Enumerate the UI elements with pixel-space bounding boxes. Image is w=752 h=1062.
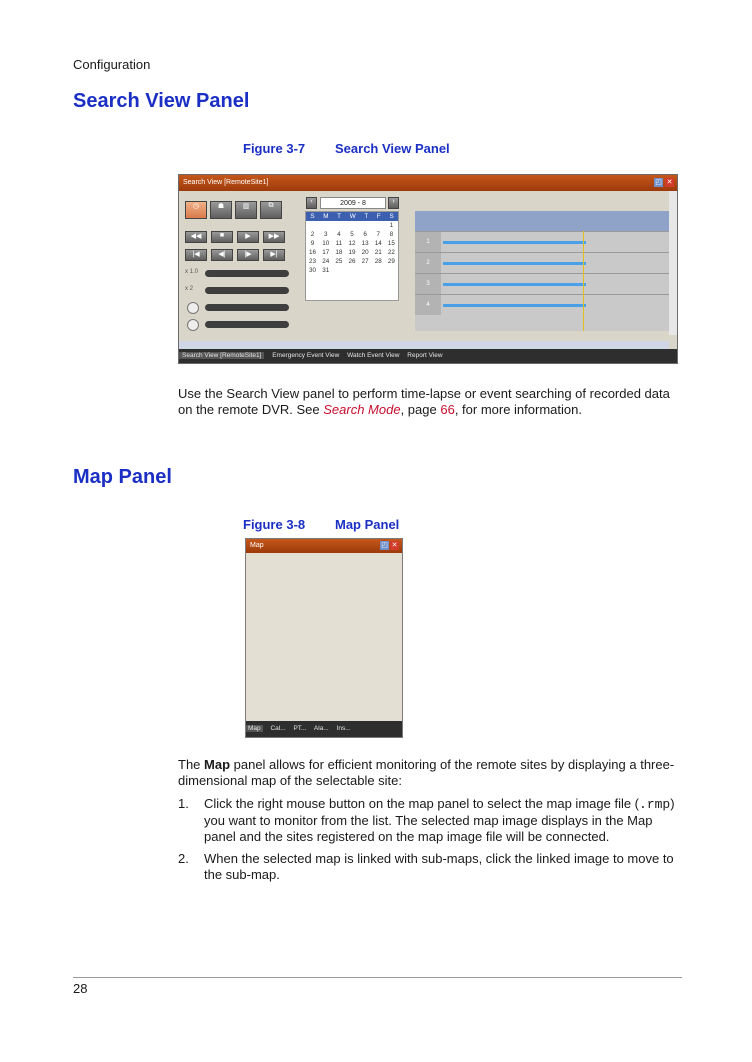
option-radio-2[interactable]: [187, 319, 199, 331]
float-icon[interactable]: ◰: [655, 179, 662, 186]
step-text: Click the right mouse button on the map panel to select the map image file (: [204, 796, 640, 811]
calendar-day[interactable]: 20: [361, 249, 369, 256]
calendar-day[interactable]: 26: [348, 258, 356, 265]
map-tabs: [246, 721, 402, 737]
channel-number: 2: [415, 253, 441, 273]
calendar-day[interactable]: 11: [335, 240, 343, 247]
calendar-day: [333, 221, 344, 230]
next-month-button[interactable]: ›: [388, 197, 399, 209]
para-text: panel allows for efficient monitoring of the remote sites by displaying a three-dimensional map of the selectable site:: [178, 757, 675, 788]
calendar-day: [346, 266, 357, 275]
calendar-day: [386, 266, 397, 275]
tab-ptz[interactable]: PT...: [293, 725, 307, 732]
recording-bar: [443, 241, 586, 244]
calendar-day[interactable]: 21: [374, 249, 382, 256]
calendar-day[interactable]: 14: [374, 240, 382, 247]
para-text: , page: [400, 402, 441, 417]
calendar-days[interactable]: [306, 221, 398, 275]
timeline-ruler: [415, 211, 669, 231]
calendar-day[interactable]: 24: [322, 258, 330, 265]
para-text: The: [178, 757, 205, 772]
step-text: ) you want to monitor from the list. The selected map image displays in the Map panel and the sites registered on the map image file will be connected.: [204, 796, 675, 844]
calendar-day[interactable]: 9: [310, 240, 315, 247]
speed-slider[interactable]: [205, 270, 289, 277]
page-number: 28: [73, 981, 88, 996]
calendar-day: [373, 221, 384, 230]
timeline-row[interactable]: [415, 294, 669, 315]
timeline-row[interactable]: [415, 273, 669, 294]
footer-rule: [73, 977, 682, 978]
map-window: [245, 538, 403, 738]
calendar-day[interactable]: 12: [348, 240, 356, 247]
option-radio-1[interactable]: [187, 302, 199, 314]
panel-tabs: [179, 349, 677, 363]
calendar-day[interactable]: 15: [387, 240, 395, 247]
calendar-day[interactable]: 10: [322, 240, 330, 247]
calendar-week: [306, 257, 398, 266]
weekday: S: [310, 213, 315, 220]
map-canvas[interactable]: [246, 553, 402, 721]
weekday: F: [376, 213, 381, 220]
calendar-day: [360, 221, 371, 230]
speed-label-1: x 1.0: [185, 269, 199, 275]
channel-number: 1: [415, 232, 441, 252]
step-text: When the selected map is linked with sub-maps, click the linked image to move to the sub-map.: [204, 851, 674, 882]
tab-alarm[interactable]: Ala...: [313, 725, 329, 732]
calendar-day[interactable]: 31: [322, 267, 330, 274]
calendar-day: [333, 266, 344, 275]
tab-emergency-event-view[interactable]: Emergency Event View: [272, 352, 340, 359]
tab-search-view[interactable]: Search View [RemoteSite1]: [179, 352, 264, 359]
calendar-day[interactable]: 19: [348, 249, 356, 256]
file-extension: .rmp: [639, 797, 671, 812]
step-number: 2.: [178, 851, 189, 866]
weekday: M: [323, 213, 329, 220]
figure-label: Figure 3-7: [243, 141, 306, 156]
calendar-day: [360, 266, 371, 275]
search-mode-link[interactable]: Search Mode: [323, 402, 401, 417]
step-back-button[interactable]: ◀|: [211, 249, 233, 261]
close-icon[interactable]: ✕: [391, 542, 398, 549]
recording-bar: [443, 262, 586, 265]
tab-watch-event-view[interactable]: Watch Event View: [347, 352, 400, 359]
calendar-day[interactable]: 22: [387, 249, 395, 256]
calendar-day[interactable]: 27: [361, 258, 369, 265]
tab-calendar[interactable]: Cal...: [270, 725, 286, 732]
calendar-day[interactable]: 17: [322, 249, 330, 256]
page-link[interactable]: 66: [440, 402, 455, 417]
volume-slider[interactable]: [205, 321, 289, 328]
text-search-button[interactable]: ▥: [235, 201, 257, 219]
calendar-day: [373, 266, 384, 275]
calendar-day[interactable]: 18: [335, 249, 343, 256]
weekday: S: [389, 213, 394, 220]
tab-report-view[interactable]: Report View: [407, 352, 443, 359]
search-view-description: [178, 386, 683, 418]
horizontal-scrollbar[interactable]: [179, 341, 669, 349]
channel-number: 4: [415, 295, 441, 315]
section-heading-search-view: Search View Panel: [73, 90, 250, 112]
figure-title: Search View Panel: [335, 141, 450, 156]
calendar-day[interactable]: 13: [361, 240, 369, 247]
fast-forward-button[interactable]: ▶▶: [263, 231, 285, 243]
calendar-day[interactable]: 1: [389, 222, 394, 229]
time-cursor[interactable]: [583, 231, 584, 331]
calendar-week: [306, 230, 398, 239]
window-title: Map: [246, 539, 402, 553]
calendar-day[interactable]: 8: [389, 231, 394, 238]
speed-label-2: x 2: [185, 286, 194, 292]
list-item: [178, 796, 683, 845]
position-slider[interactable]: [205, 304, 289, 311]
steps-list: [178, 796, 683, 889]
calendar-day: [320, 221, 331, 230]
recording-bar: [443, 283, 586, 286]
calendar-day[interactable]: 7: [376, 231, 381, 238]
para-bold: Map: [204, 757, 231, 772]
float-icon[interactable]: ◰: [381, 542, 388, 549]
step-number: 1.: [178, 796, 189, 811]
list-item: [178, 851, 683, 883]
play-button[interactable]: ▶: [237, 231, 259, 243]
stop-button[interactable]: ■: [211, 231, 233, 243]
calendar-day: [307, 221, 318, 230]
calendar-day[interactable]: 16: [309, 249, 317, 256]
time-search-button[interactable]: ◷: [185, 201, 207, 219]
go-start-button[interactable]: |◀: [185, 249, 207, 261]
fast-backward-button[interactable]: ◀◀: [185, 231, 207, 243]
window-title: Search View [RemoteSite1]: [179, 175, 677, 191]
calendar-day[interactable]: 29: [387, 258, 395, 265]
figure-title: Map Panel: [335, 517, 400, 532]
calendar[interactable]: [305, 211, 399, 301]
calendar-day[interactable]: 4: [337, 231, 341, 238]
tab-information[interactable]: Ins...: [336, 725, 351, 732]
calendar-day[interactable]: 25: [335, 258, 343, 265]
calendar-day[interactable]: 23: [309, 258, 317, 265]
search-view-window: [178, 174, 678, 364]
go-end-button[interactable]: ▶|: [263, 249, 285, 261]
figure-label: Figure 3-8: [243, 517, 306, 532]
zoom-slider[interactable]: [205, 287, 289, 294]
timeline-row[interactable]: [415, 252, 669, 273]
calendar-day[interactable]: 5: [350, 231, 354, 238]
calendar-day[interactable]: 28: [374, 258, 382, 265]
map-intro: [178, 757, 683, 789]
prev-month-button[interactable]: ‹: [306, 197, 317, 209]
running-header: Configuration: [73, 57, 151, 72]
step-forward-button[interactable]: |▶: [237, 249, 259, 261]
para-text: , for more information.: [454, 402, 582, 417]
calendar-day[interactable]: 6: [363, 231, 367, 238]
calendar-day[interactable]: 3: [323, 231, 328, 238]
calendar-week: [306, 239, 398, 248]
timeline-row[interactable]: [415, 231, 669, 252]
para-text: Use the Search View panel to perform time-lapse or event searching of recorded data on the remote DVR. See: [178, 386, 670, 417]
event-search-button[interactable]: ☗: [210, 201, 232, 219]
calendar-week: [306, 221, 398, 230]
tab-map[interactable]: Map: [248, 725, 261, 732]
calendar-week: [306, 248, 398, 257]
calendar-day[interactable]: 30: [309, 267, 317, 274]
calendar-weekdays: [306, 212, 398, 221]
calendar-day: [346, 221, 357, 230]
close-icon[interactable]: ✕: [666, 179, 673, 186]
vertical-scrollbar[interactable]: [669, 191, 677, 335]
weekday: W: [349, 213, 356, 220]
calendar-month: 2009 - 8: [320, 197, 386, 209]
calendar-week: [306, 266, 398, 275]
section-heading-map-panel: Map Panel: [73, 466, 172, 488]
weekday: T: [337, 213, 342, 220]
calendar-day[interactable]: 2: [310, 231, 315, 238]
timeline[interactable]: [415, 211, 669, 331]
channel-number: 3: [415, 274, 441, 294]
weekday: T: [364, 213, 369, 220]
recording-bar: [443, 304, 586, 307]
export-button[interactable]: ⧉: [260, 201, 282, 219]
